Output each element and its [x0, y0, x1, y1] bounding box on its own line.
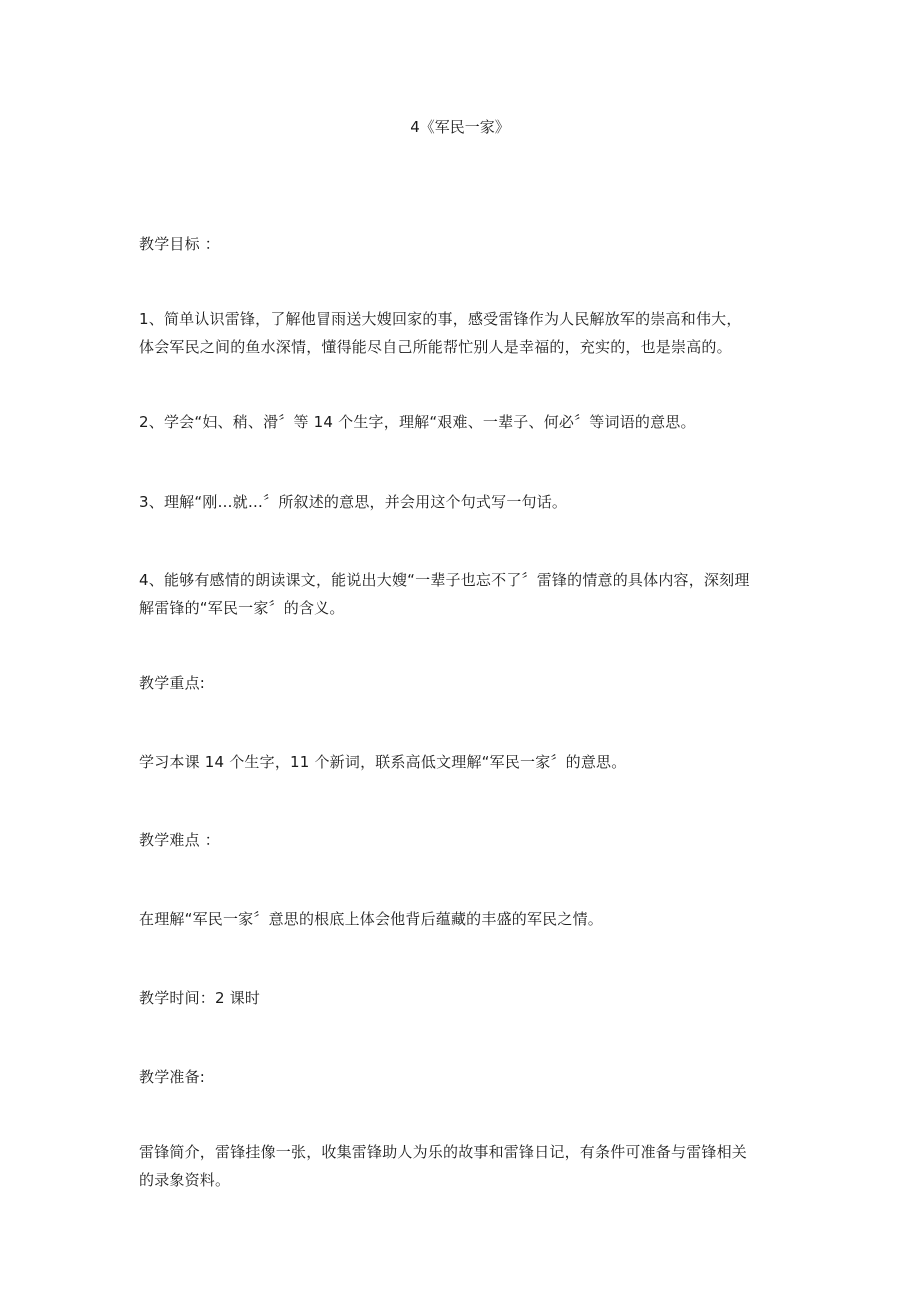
objective-item-1 — [139, 305, 789, 361]
preparation-heading: 教学准备: — [139, 1068, 206, 1086]
preparation-line-1: 雷锋简介，雷锋挂像一张，收集雷锋助人为乐的故事和雷锋日记，有条件可准备与雷锋相关 — [139, 1143, 748, 1161]
difficulties-text: 在理解“军民一家〞意思的根底上体会他背后蕴藏的丰盛的军民之情。 — [139, 910, 603, 928]
key-points-heading: 教学重点: — [139, 674, 206, 692]
document-title: 4《军民一家》 — [410, 118, 510, 136]
key-points-text: 学习本课 14 个生字，11 个新词，联系高低文理解“军民一家〞的意思。 — [139, 753, 627, 771]
objective-item-3: 3、理解“刚…就…〞所叙述的意思，并会用这个句式写一句话。 — [139, 493, 568, 511]
objective-4-line-2: 解雷锋的“军民一家〞的含义。 — [139, 599, 345, 617]
teaching-time: 教学时间：2 课时 — [139, 989, 261, 1007]
objectives-heading: 教学目标 ： — [139, 235, 220, 253]
objective-4-line-1: 4、能够有感情的朗读课文，能说出大嫂“一辈子也忘不了〞雷锋的情意的具体内容，深刻理 — [139, 571, 750, 589]
objective-1-line-2: 体会军民之间的鱼水深情，懂得能尽自己所能帮忙别人是幸福的，充实的，也是崇高的。 — [139, 338, 732, 356]
objective-item-4 — [139, 566, 789, 622]
preparation-text — [139, 1138, 789, 1194]
difficulties-heading: 教学难点 ： — [139, 831, 220, 849]
preparation-line-2: 的录象资料。 — [139, 1171, 231, 1189]
objective-1-line-1: 1、简单认识雷锋，了解他冒雨送大嫂回家的事，感受雷锋作为人民解放军的崇高和伟大， — [139, 310, 742, 328]
objective-item-2: 2、学会“妇、稍、滑〞等 14 个生字，理解“艰难、一辈子、何必〞等词语的意思。 — [139, 413, 696, 431]
